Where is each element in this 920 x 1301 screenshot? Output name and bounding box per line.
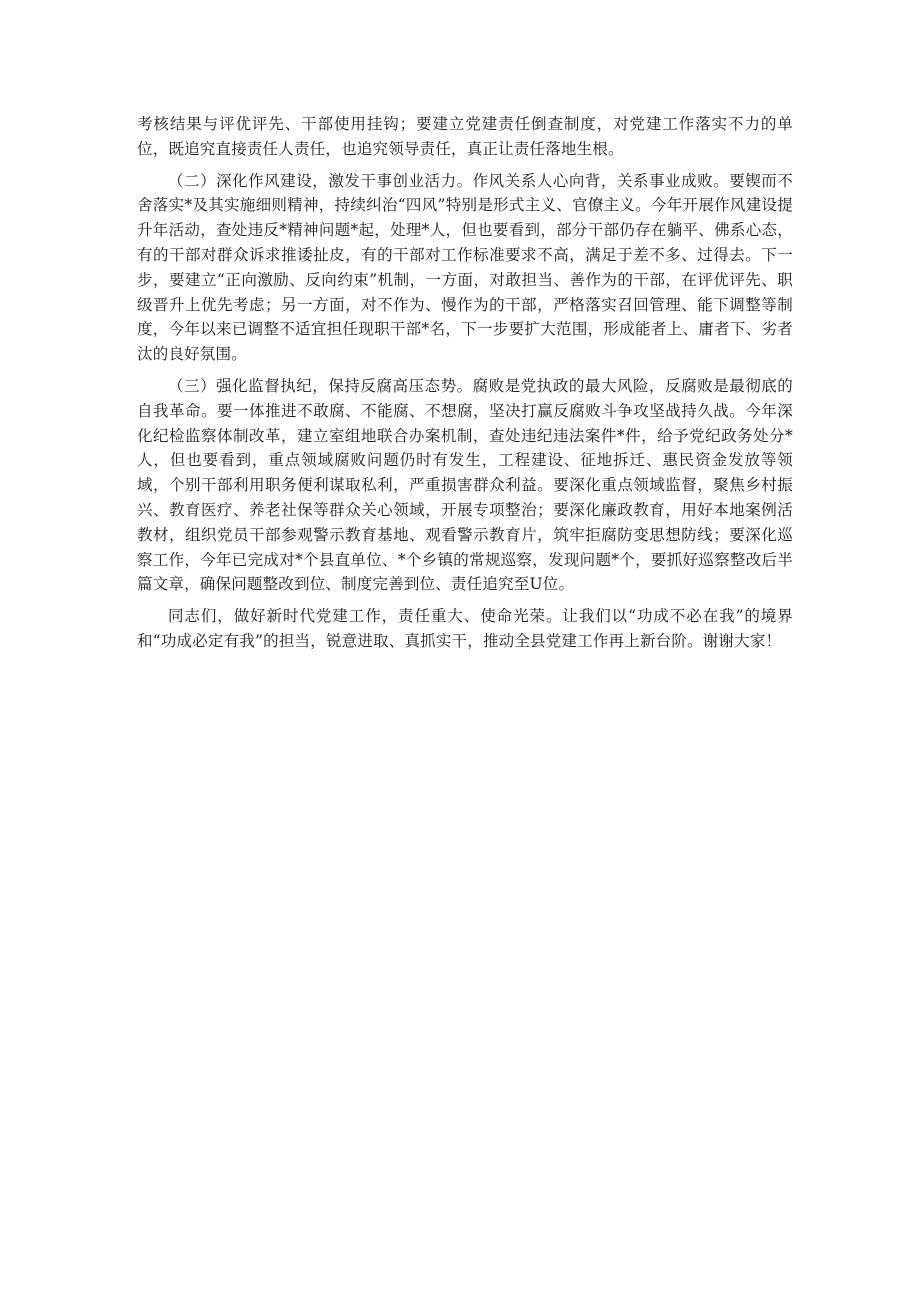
paragraph-supervision: （三）强化监督执纪，保持反腐高压态势。腐败是党执政的最大风险，反腐败是最彻底的自我革命。要一体推进不敢腐、不能腐、不想腐，坚决打赢反腐败斗争攻坚战持久战。今年深化纪检监察体制改革，建立室组地联合办案机制，查处违纪违法案件*件，给予党纪政务处分*人，但也要看到，重点领域腐败问题仍时有发生，工程建设、征地拆迁、惠民资金发放等领域，个别干部利用职务便利谋取私利，严重损害群众利益。要深化重点领域监督，聚焦乡村振兴、教育医疗、养老社保等群众关心领域，开展专项整治；要深化廉政教育，用好本地案例活教材，组织党员干部参观警示教育基地、观看警示教育片，筑牢拒腐防变思想防线；要深化巡察工作，今年已完成对*个县直单位、*个乡镇的常规巡察，发现问题*个，要抓好巡察整改后半篇文章，确保问题整改到位、制度完善到位、责任追究至U位。 [137,376,793,594]
paragraph-closing: 同志们，做好新时代党建工作，责任重大、使命光荣。让我们以“功成不必在我”的境界和“功成必定有我”的担当，锐意进取、真抓实干，推动全县党建工作再上新台阶。谢谢大家！ [137,607,793,650]
paragraph-continuation: 考核结果与评优评先、干部使用挂钩；要建立党建责任倒查制度，对党建工作落实不力的单位，既追究直接责任人责任，也追究领导责任，真正让责任落地生根。 [137,115,793,158]
paragraph-work-style: （二）深化作风建设，激发干事创业活力。作风关系人心向背，关系事业成败。要锲而不舍落实*及其实施细则精神，持续纠治“四风”特别是形式主义、官僚主义。今年开展作风建设提升年活动，查处违反*精神问题*起，处理*人，但也要看到，部分干部仍存在躺平、佛系心态，有的干部对群众诉求推诿扯皮，有的干部对工作标准要求不高，满足于差不多、过得去。下一步，要建立“正向激励、反向约束”机制，一方面，对敢担当、善作为的干部，在评优评先、职级晋升上优先考虑；另一方面，对不作为、慢作为的干部，严格落实召回管理、能下调整等制度，今年以来已调整不适宜担任现职干部*名，下一步要扩大范围，形成能者上、庸者下、劣者汰的良好氛围。 [137,171,793,364]
document-body [137,112,793,661]
